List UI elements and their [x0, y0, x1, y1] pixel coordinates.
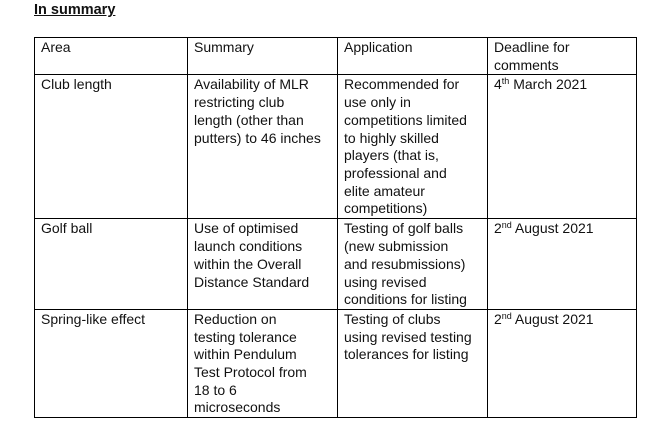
cell-text-line: putters) to 46 inches — [194, 129, 321, 146]
deadline-date — [494, 76, 636, 94]
cell-text-line: (new submission — [344, 238, 449, 255]
header-summary — [188, 38, 338, 75]
cell-text-line: Distance Standard — [194, 273, 310, 290]
cell-text-line: Club length — [41, 76, 112, 93]
cell-text-line: professional and — [344, 164, 447, 181]
deadline-ordinal-suffix: th — [501, 76, 510, 87]
cell-text-line: Summary — [194, 39, 254, 55]
header-application — [338, 38, 488, 75]
cell-text-line: Testing of clubs — [344, 310, 441, 327]
cell-text-line: Test Protocol from — [194, 364, 307, 381]
cell-text-line: Spring-like effect — [41, 310, 146, 327]
deadline-month-year: August 2021 — [511, 220, 594, 237]
cell-text-line: restricting club — [194, 94, 285, 111]
table-row — [35, 219, 637, 310]
section-heading: In summary — [34, 2, 116, 18]
cell-text-line: competitions) — [344, 200, 428, 217]
cell-text-line: competitions limited — [344, 111, 467, 128]
cell-text-line: comments — [494, 56, 559, 73]
table-row — [35, 75, 637, 219]
cell-deadline — [488, 309, 637, 417]
deadline-day: 2 — [494, 220, 502, 237]
cell-text-line: players (that is, — [344, 147, 439, 164]
header-deadline — [488, 38, 637, 75]
cell-application — [338, 219, 488, 310]
cell-text-line: Availability of MLR — [194, 76, 309, 93]
cell-text-line: and resubmissions) — [344, 255, 466, 272]
deadline-month-year: August 2021 — [511, 310, 594, 327]
summary-table — [34, 37, 637, 418]
cell-text-line: length (other than — [194, 111, 304, 128]
cell-text-line: conditions for listing — [344, 291, 467, 308]
cell-text-line: Use of optimised — [194, 220, 299, 237]
cell-text-line: launch conditions — [194, 238, 303, 255]
deadline-month-year: March 2021 — [509, 76, 588, 93]
cell-text-line: within the Overall — [194, 255, 302, 272]
cell-text-line: Deadline for — [494, 39, 570, 55]
cell-area — [35, 75, 188, 219]
cell-deadline — [488, 219, 637, 310]
cell-text-line: to highly skilled — [344, 129, 439, 146]
cell-text-line: 18 to 6 — [194, 381, 237, 398]
deadline-day: 4 — [494, 76, 502, 93]
deadline-day: 2 — [494, 310, 502, 327]
cell-summary — [188, 75, 338, 219]
cell-text-line: Reduction on — [194, 310, 277, 327]
cell-area — [35, 309, 188, 417]
deadline-ordinal-suffix: nd — [501, 220, 512, 231]
cell-area — [35, 219, 188, 310]
cell-text-line: Golf ball — [41, 220, 93, 237]
table-row — [35, 309, 637, 417]
cell-text-line: tolerances for listing — [344, 346, 469, 363]
cell-text-line: Recommended for — [344, 76, 460, 93]
cell-text-line: elite amateur — [344, 182, 425, 199]
table-header-row — [35, 38, 637, 75]
cell-text-line: Application — [344, 39, 413, 55]
cell-text-line: testing tolerance — [194, 328, 297, 345]
cell-deadline — [488, 75, 637, 219]
cell-summary — [188, 309, 338, 417]
cell-application — [338, 75, 488, 219]
deadline-date — [494, 220, 636, 238]
header-area — [35, 38, 188, 75]
cell-text-line: use only in — [344, 94, 411, 111]
deadline-ordinal-suffix: nd — [501, 310, 512, 321]
cell-text-line: using revised — [344, 273, 427, 290]
cell-text-line: within Pendulum — [194, 346, 297, 363]
cell-text-line: microseconds — [194, 399, 281, 416]
cell-application — [338, 309, 488, 417]
deadline-date — [494, 311, 636, 329]
cell-text-line: using revised testing — [344, 328, 472, 345]
cell-text-line: Area — [41, 39, 71, 55]
cell-summary — [188, 219, 338, 310]
cell-text-line: Testing of golf balls — [344, 220, 464, 237]
